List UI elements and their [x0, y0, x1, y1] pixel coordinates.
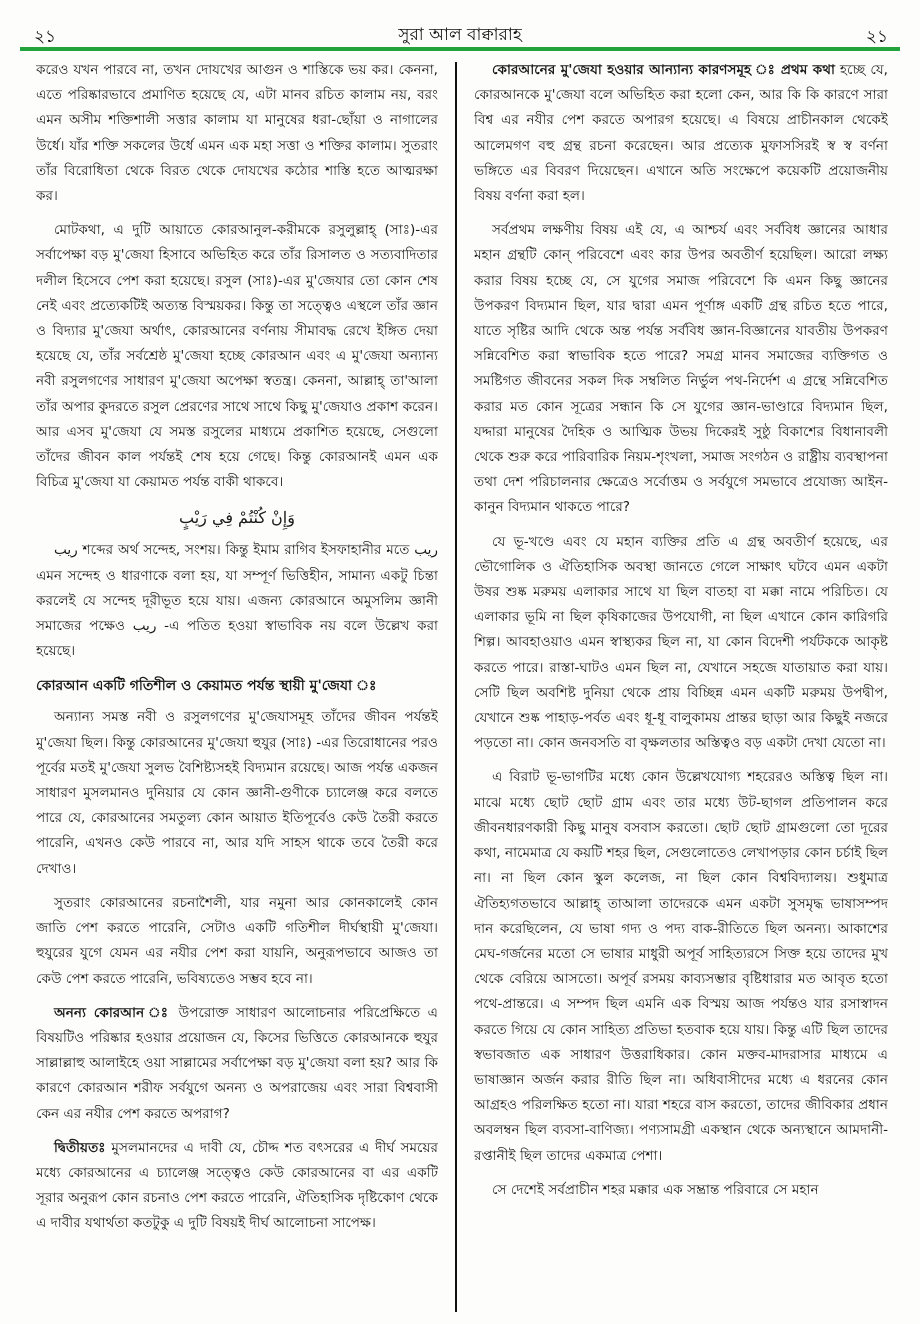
paragraph-text: হচ্ছে যে, কোরআনকে মু'জেযা বলে অভিহিত করা হলো কেন, আর কি কি কারণে সারা বিশ্ব এর নযীর পেশ করতে অপারগ হয়েছে। এ বিষয়ে প্রাচীনকাল থেকেই আলেমগণ বহু গ্রন্থ রচনা করেছেন। আর প্রত্যেক মুফাসসিরই স্ব স্ব বর্ণনা ভঙ্গিতে এর বিবরণ দিয়েছেন। এখানে অতি সংক্ষেপে কয়েকটি প্রয়োজনীয় বিষয় বর্ণনা করা হল। [474, 62, 888, 205]
paragraph: অন্যান্য সমস্ত নবী ও রসুলগণের মু'জেযাসমূহ তাঁদের জীবন পর্যন্তই মু'জেযা ছিল। কিন্তু কোরআনের মু'জেযা হুযুর (সাঃ) -এর তিরোধানের পরও পূর্বের মতই মু'জেযা সুলভ বৈশিষ্ট্যসহই বিদ্যমান রয়েছে। আজ পর্যন্ত একজন সাধারণ মুসলমানও দুনিয়ার যে কোন জ্ঞানী-গুণীকে চ্যালেঞ্জ করে বলতে পারে যে, কোরআনের সমতুল্য কোন আয়াত ইতিপূর্বেও কেউ তৈরী করতে পারেনি, এখনও কেউ পারবে না, আর যদি সাহস থাকে তবে তৈরী করে দেখাও। [36, 709, 438, 877]
header-rule [20, 47, 900, 51]
paragraph-lead: অনন্য কোরআন ঃ [54, 1004, 172, 1021]
paragraph [36, 1001, 438, 1127]
paragraph-lead: কোরআনের মু'জেযা হওয়ার আন্যান্য কারণসমূহ ঃ প্রথম কথা [492, 62, 835, 78]
page-header [20, 8, 900, 48]
paragraph-text: উপরোক্ত সাধারণ আলোচনার পরিপ্রেক্ষিতে এ বিষয়টিও পরিষ্কার হওয়ার প্রয়োজন যে, কিসের ভিত্তিতে কোরআনকে হুযুর সাল্লাল্লাহু আলাইহে ওয়া সাল্লামের সর্বাপেক্ষা বড় মু'জেযা বলা হয়? আর কি কারণে কোরআন শরীফ সর্বযুগে অনন্য ও অপরাজেয় এবং সারা বিশ্ববাসী কেন এর নযীর পেশ করতে অপরাগ? [36, 1004, 438, 1122]
surah-title: সুরা আল বাক্বারাহ [398, 25, 522, 45]
left-column [36, 58, 438, 1314]
paragraph: মোটকথা, এ দুটি আয়াতে কোরআনুল-করীমকে রসুলুল্লাহ্ (সাঃ)-এর সর্বাপেক্ষা বড় মু'জেযা হিসাবে অভিহিত করে তাঁর রিসালত ও সত্যবাদিতার দলীল হিসেবে পেশ করা হয়েছে। রসুল (সাঃ)-এর মু'জেযার তো কোন শেষ নেই এবং প্রত্যেকটিই অত্যন্ত বিস্ময়কর। কিন্তু তা সত্ত্বেও এস্থলে তাঁর জ্ঞান ও বিদ্যার মু'জেযা অর্থাৎ, কোরআনের বর্ণনায় সীমাবদ্ধ রেখে ইঙ্গিত দেয়া হয়েছে যে, তাঁর সর্বশ্রেষ্ঠ মু'জেযা হচ্ছে কোরআন এবং এ মু'জেযা অন্যান্য নবী রসুলগণের সাধারণ মু'জেযা অপেক্ষা স্বতন্ত্র। কেননা, আল্লাহ্ তা'আলা তাঁর অপার কুদরতে রসুল প্রেরণের সাথে সাথে কিছু মু'জেযাও প্রকাশ করেন। আর এসব মু'জেযা যে সমস্ত রসুলের মাধ্যমে প্রকাশিত হয়েছে, সেগুলো তাঁদের জীবন কাল পর্যন্তই শেষ হয়ে গেছে। কিন্তু কোরআনই এমন এক বিচিত্র মু'জেযা যা কেয়ামত পর্যন্ত বাকী থাকবে। [36, 222, 438, 491]
paragraph [36, 1136, 438, 1237]
paragraph: ريب শব্দের অর্থ সন্দেহ, সংশয়। কিন্তু ইমাম রাগিব ইসফাহানীর মতে ريب এমন সন্দেহ ও ধারণাকে বলা হয়, যা সম্পূর্ণ ভিত্তিহীন, সামান্য একটু চিন্তা করলেই যে সন্দেহ দূরীভূত হয়ে যায়। এজন্য কোরআনে অমুসলিম জ্ঞানী সমাজের পক্ষেও ريب -এ পতিত হওয়া স্বাভাবিক নয় বলে উল্লেখ করা হয়েছে। [36, 542, 438, 660]
paragraph-text: মুসলমানদের এ দাবী যে, চৌদ্দ শত বৎসরের এ দীর্ঘ সময়ের মধ্যে কোরআনের এ চ্যালেঞ্জ সত্ত্বেও কেউ কোরআনের বা এর একটি সূরার অনুরূপ কোন রচনাও পেশ করতে পারেনি, ঐতিহাসিক দৃষ্টিকোণ থেকে এ দাবীর যথার্থতা কতটুকু এ দুটি বিষয়ই দীর্ঘ আলোচনা সাপেক্ষ। [36, 1139, 438, 1232]
arabic-verse: وَإِنْ كُنْتُمْ فِي رَيْبٍ [179, 508, 295, 528]
paragraph: এ বিরাট ভূ-ভাগটির মধ্যে কোন উল্লেখযোগ্য শহরেরও অস্তিত্ব ছিল না। মাঝে মধ্যে ছোট ছোট গ্রাম এবং তার মধ্যে উট-ছাগল প্রতিপালন করে জীবনধারণকারী কিছু মানুষ বসবাস করতো। ছোট ছোট গ্রামগুলো তো দূরের কথা, নামেমাত্র যে কয়টি শহর ছিল, সেগুলোতেও লেখাপড়ার কোন চর্চাই ছিল না। না ছিল কোন স্কুল কলেজ, না ছিল কোন বিশ্ববিদ্যালয়। শুধুমাত্র ঐতিহ্যগতভাবে আল্লাহ্ তাআলা তাদেরকে এমন একটা সুসমৃদ্ধ ভাষাসম্পদ দান করেছিলেন, যে ভাষা গদ্য ও পদ্য বাক-রীতিতে ছিল অনন্য। আকাশের মেঘ-গর্জনের মতো সে ভাষার মাধুরী অপূর্ব সাহিত্যরসে সিক্ত হয়ে তাদের মুখ থেকে বেরিয়ে আসতো। অপূর্ব রসময় কাব্যসম্ভার বৃষ্টিধারার মত আবৃত হতো পথে-প্রান্তরে। এ সম্পদ ছিল এমনি এক বিস্ময় আজ পর্যন্তও যার রসাস্বাদন করতে গিয়ে যে কোন সাহিত্য প্রতিভা হতবাক হয়ে যায়। কিন্তু এটি ছিল তাদের স্বভাবজাত এক সাধারণ উত্তরাধিকার। কোন মক্তব-মাদরাসার মাধ্যমে এ ভাষাজ্ঞান অর্জন করার রীতি ছিল না। অধিবাসীদের মধ্যে এ ধরনের কোন আগ্রহও পরিলক্ষিত হতো না। যারা শহরে বাস করতো, তাদের জীবিকার প্রধান অবলম্বন ছিল ব্যবসা-বাণিজ্য। পণ্যসামগ্রী একস্থান থেকে অন্যস্থানে আমদানী-রপ্তানীই ছিল তাদের একমাত্র পেশা। [474, 769, 888, 1164]
paragraph-lead: দ্বিতীয়তঃ [54, 1139, 106, 1156]
paragraph [474, 58, 888, 209]
page-number-right: ২১ [865, 27, 888, 47]
paragraph: সুতরাং কোরআনের রচনাশৈলী, যার নমুনা আর কোনকালেই কোন জাতি পেশ করতে পারেনি, সেটাও একটি গতিশীল দীর্ঘস্থায়ী মু'জেযা। হুযুরের যুগে যেমন এর নযীর পেশ করা যায়নি, অনুরূপভাবে আজও তা কেউ পেশ করতে পারেনি, ভবিষ্যতেও সম্ভব হবে না। [36, 894, 438, 987]
paragraph: সে দেশেই সর্বপ্রাচীন শহর মক্কার এক সম্ভ্রান্ত পরিবারে সে মহান [492, 1181, 819, 1198]
paragraph: সর্বপ্রথম লক্ষণীয় বিষয় এই যে, এ আশ্চর্য এবং সর্ববিধ জ্ঞানের আধার মহান গ্রন্থটি কোন্ পরিবেশে এবং কার উপর অবতীর্ণ হয়েছিল। আরো লক্ষ্য করার বিষয় হচ্ছে যে, সে যুগের সমাজ পরিবেশে কি এমন কিছু জ্ঞানের উপকরণ বিদ্যমান ছিল, যার দ্বারা এমন পূর্ণাঙ্গ একটি গ্রন্থ রচিত হতে পারে, যাতে সৃষ্টির আদি থেকে অন্ত পর্যন্ত সর্ববিধ জ্ঞান-বিজ্ঞানের যাবতীয় উপকরণ সন্নিবেশিত করা স্বাভাবিক হতে পারে? সমগ্র মানব সমাজের ব্যক্তিগত ও সমষ্টিগত জীবনের সকল দিক সম্বলিত নির্ভুল পথ-নির্দেশ এ গ্রন্থে সন্নিবেশিত করার মত কোন সূত্রের সন্ধান কি সে যুগের জ্ঞান-ভাণ্ডারে বিদ্যমান ছিল, যদ্দারা মানুষের দৈহিক ও আত্মিক উভয় দিকেরই সুষ্ঠু বিকাশের বিধানাবলী থেকে শুরু করে পারিবারিক নিয়ম-শৃংখলা, সমাজ সংগঠন ও রাষ্ট্রীয় ব্যবস্থাপনা তথা দেশ পরিচালনার ক্ষেত্রেও সর্বোত্তম ও সর্বযুগে সমভাবে প্রযোজ্য আইন-কানুন বিদ্যমান থাকতে পারে? [474, 222, 888, 516]
paragraph: যে ভূ-খণ্ডে এবং যে মহান ব্যক্তির প্রতি এ গ্রন্থ অবতীর্ণ হয়েছে, এর ভৌগোলিক ও ঐতিহাসিক অবস্থা জানতে গেলে সাক্ষাৎ ঘটবে এমন একটা উষর শুষ্ক মরুময় এলাকার সাথে যা ছিল বাতহা বা মক্কা নামে পরিচিত। যে এলাকার ভূমি না ছিল কৃষিকাজের উপযোগী, না ছিল এখানে কোন কারিগরি শিল্প। আবহাওয়াও এমন স্বাস্থ্যকর ছিল না, যা কোন বিদেশী পর্যটককে আকৃষ্ট করতে পারে। রাস্তা-ঘাটও এমন ছিল না, যেখানে সহজে যাতায়াত করা যায়। সেটি ছিল অবশিষ্ট দুনিয়া থেকে প্রায় বিচ্ছিন্ন এমন একটি মরুময় উপদ্বীপ, যেখানে শুষ্ক পাহাড়-পর্বত এবং ধূ-ধূ বালুকাময় প্রান্তর ছাড়া আর কিছুই নজরে পড়তো না। কোন জনবসতি বা বৃক্ষলতার অস্তিত্বও বড় একটা দেখা যেতো না। [474, 533, 888, 752]
right-column [474, 58, 888, 1314]
column-divider [455, 62, 457, 1312]
paragraph: করেও যখন পারবে না, তখন দোযখের আগুন ও শাস্তিকে ভয় কর। কেননা, এতে পরিষ্কারভাবে প্রমাণিত হয়েছে যে, এটা মানব রচিত কালাম নয়, বরং এমন অসীম শক্তিশালী সত্তার কালাম যা মানুষের ধরা-ছোঁয়া ও নাগালের উর্ধে। যাঁর শক্তি সকলের উর্ধে এমন এক মহা সত্তা ও শক্তির কালাম। সুতরাং তাঁর বিরোধিতা থেকে বিরত থেকে দোযখের কঠোর শাস্তি হতে আত্মরক্ষা কর। [36, 62, 438, 205]
page-number-left: ২১ [34, 27, 57, 47]
section-heading: কোরআন একটি গতিশীল ও কেয়ামত পর্যন্ত স্থায়ী মু'জেযা ঃ [36, 678, 377, 695]
